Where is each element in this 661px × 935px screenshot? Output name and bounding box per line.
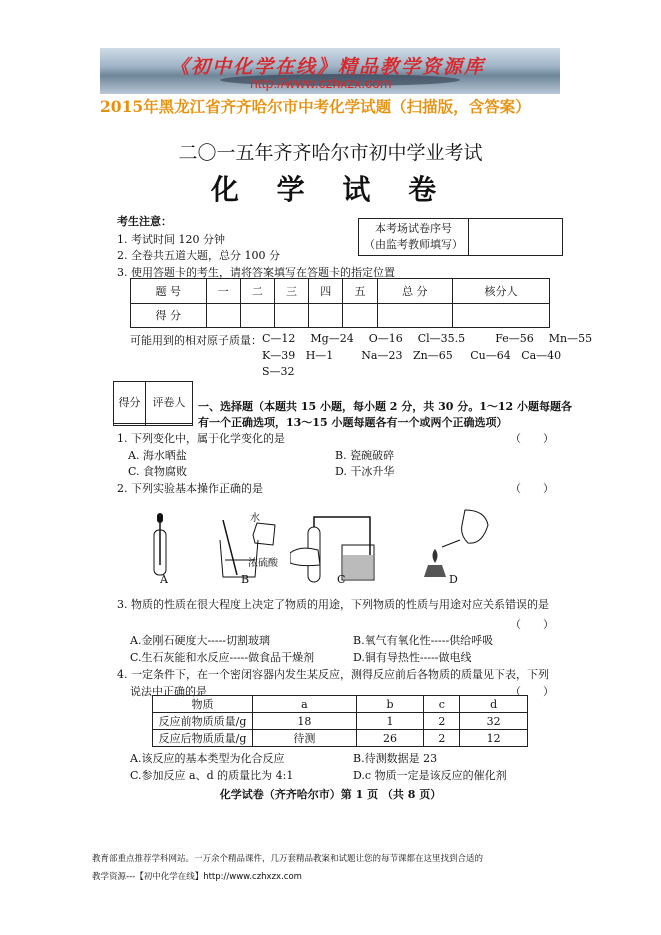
- q3-option-c: C.生石灰能和水反应-----做食品干燥剂: [130, 651, 315, 664]
- table-cell: 26: [356, 730, 424, 747]
- atomic-line1: [262, 332, 592, 345]
- serial-cell[interactable]: [469, 219, 563, 256]
- atomic-line2: [262, 349, 561, 362]
- atomic-mass: O—16: [368, 332, 403, 345]
- score-header: 三: [274, 279, 308, 304]
- atomic-mass: H—1: [305, 349, 334, 362]
- q2-stem: 2. 下列实验基本操作正确的是: [117, 482, 263, 495]
- q1-option-b: B. 瓷碗破碎: [335, 449, 395, 462]
- q4-option-a: A.该反应的基本类型为化合反应: [130, 752, 285, 765]
- score-cell[interactable]: [206, 303, 240, 328]
- atomic-mass: S—32: [262, 365, 295, 378]
- q4-option-c: C.参加反应 a、d 的质量比为 4:1: [130, 769, 294, 782]
- q1-answer-paren[interactable]: （ ）: [510, 432, 554, 445]
- score-header: 四: [309, 279, 343, 304]
- q4-stem-line2: 说法中正确的是: [130, 685, 207, 698]
- atomic-mass: Na—23: [361, 349, 403, 362]
- site-banner: [100, 48, 560, 94]
- grader-box: [113, 381, 193, 426]
- q4-stem-line1: 4. 一定条件下，在一个密闭容器内发生某反应，测得反应前后各物质的质量见下表，下列: [117, 668, 549, 681]
- score-header: 总 分: [377, 279, 453, 304]
- table-cell: 2: [424, 730, 460, 747]
- page-footer: 化学试卷（齐齐哈尔市）第 1 页 （共 8 页）: [219, 788, 442, 801]
- table-header: b: [356, 696, 424, 713]
- table-header: 物质: [153, 696, 253, 713]
- banner-url: http://www.czhxzx.com: [250, 75, 392, 91]
- table-cell: 反应后物质质量/g: [153, 730, 253, 747]
- q4-option-d: D.c 物质一定是该反应的催化剂: [353, 769, 507, 782]
- grader-label: 评卷人: [145, 382, 192, 424]
- airtight-check-figure: [290, 505, 380, 590]
- score-cell[interactable]: [240, 303, 274, 328]
- grader-cell[interactable]: [145, 423, 192, 425]
- q4-option-b: B.待测数据是 23: [353, 752, 438, 765]
- q1-option-d: D. 干冰升华: [335, 465, 395, 478]
- q2-answer-paren[interactable]: （ ）: [510, 482, 554, 495]
- score-header: 五: [343, 279, 377, 304]
- notice-item: 1. 考试时间 120 分钟: [117, 233, 225, 246]
- q3-option-b: B.氧气有氧化性-----供给呼吸: [353, 634, 494, 647]
- serial-line1: 本考场试卷序号: [375, 222, 452, 235]
- score-cell[interactable]: [377, 303, 453, 328]
- serial-box: [358, 218, 563, 256]
- score-cell[interactable]: [309, 303, 343, 328]
- figure-label-b: B: [241, 573, 250, 586]
- atomic-mass: Cu—64: [470, 349, 511, 362]
- q4-answer-paren[interactable]: （ ）: [510, 685, 554, 698]
- atomic-mass: Mn—55: [548, 332, 593, 345]
- table-header: c: [424, 696, 460, 713]
- table-cell: 1: [356, 713, 424, 730]
- figure-label-a: A: [160, 573, 168, 586]
- table-row: [153, 696, 528, 713]
- acid-label: 浓硫酸: [248, 558, 278, 569]
- site-footer-line2[interactable]: 教学资源---【初中化学在线】http://www.czhxzx.com: [92, 872, 302, 882]
- q4-mass-table: [152, 695, 528, 747]
- table-cell: 12: [460, 730, 528, 747]
- table-row: [153, 730, 528, 747]
- atomic-label: 可能用到的相对原子质量：: [130, 334, 262, 347]
- section1-line1: 一、选择题（本题共 15 小题，每小题 2 分，共 30 分。1～12 小题每题各: [198, 400, 573, 413]
- atomic-mass: Fe—56: [495, 332, 534, 345]
- q1-stem: 1. 下列变化中，属于化学变化的是: [117, 432, 285, 445]
- serial-label: [359, 219, 469, 256]
- table-cell: 32: [460, 713, 528, 730]
- atomic-mass: Ca—40: [521, 349, 562, 362]
- table-cell: 2: [424, 713, 460, 730]
- score-cell[interactable]: [453, 303, 550, 328]
- score-cell[interactable]: [343, 303, 377, 328]
- q3-option-a: A.金刚石硬度大-----切割玻璃: [130, 634, 271, 647]
- table-row: [153, 713, 528, 730]
- q1-option-c: C. 食物腐败: [128, 465, 188, 478]
- grader-score-cell[interactable]: [114, 423, 146, 425]
- water-label: 水: [250, 513, 260, 524]
- score-header: 题 号: [131, 279, 207, 304]
- table-cell: 反应前物质质量/g: [153, 713, 253, 730]
- section1-line2: 有一个正确选项，13～15 小题每题各有一个或两个正确选项）: [198, 416, 508, 429]
- q1-option-a: A. 海水晒盐: [128, 449, 187, 462]
- document-title: 2015年黑龙江省齐齐哈尔市中考化学试题（扫描版，含答案）: [100, 97, 531, 116]
- notice-title: 考生注意：: [117, 215, 172, 228]
- site-footer-line1: 教育部重点推荐学科网站。一万余个精品课件，几万套精品教案和试题让您的每节课都在这里找到合适的: [92, 854, 484, 864]
- table-header: a: [253, 696, 357, 713]
- q3-stem: 3. 物质的性质在很大程度上决定了物质的用途，下列物质的性质与用途对应关系错误的是: [117, 598, 549, 611]
- table-cell: 18: [253, 713, 357, 730]
- atomic-mass: K—39: [262, 349, 296, 362]
- q3-answer-paren[interactable]: （ ）: [510, 618, 554, 631]
- notice-item: 3. 使用答题卡的考生，请将答案填写在答题卡的指定位置: [117, 266, 395, 279]
- q3-option-d: D.铜有导热性-----做电线: [353, 651, 472, 664]
- score-header: 核分人: [453, 279, 550, 304]
- atomic-mass: Zn—65: [412, 349, 453, 362]
- exam-heading: 二〇一五年齐齐哈尔市初中学业考试: [178, 142, 483, 164]
- serial-line2: （由监考教师填写）: [364, 238, 463, 251]
- notice-item: 2. 全卷共五道大题，总分 100 分: [117, 249, 280, 262]
- score-header: 二: [240, 279, 274, 304]
- atomic-mass: Mg—24: [310, 332, 354, 345]
- banner-title: 《初中化学在线》精品教学资源库: [170, 56, 486, 78]
- table-cell: 待测: [253, 730, 357, 747]
- exam-subject: 化 学 试 卷: [210, 173, 451, 206]
- figure-label-c: C: [337, 573, 346, 586]
- atomic-mass: C—12: [262, 332, 296, 345]
- atomic-mass: Cl—35.5: [417, 332, 466, 345]
- score-table: [130, 278, 550, 328]
- table-header: d: [460, 696, 528, 713]
- grader-score-label: 得分: [114, 382, 146, 424]
- score-row-label: 得 分: [131, 303, 207, 328]
- figure-label-d: D: [449, 573, 458, 586]
- score-header: 一: [206, 279, 240, 304]
- score-cell[interactable]: [274, 303, 308, 328]
